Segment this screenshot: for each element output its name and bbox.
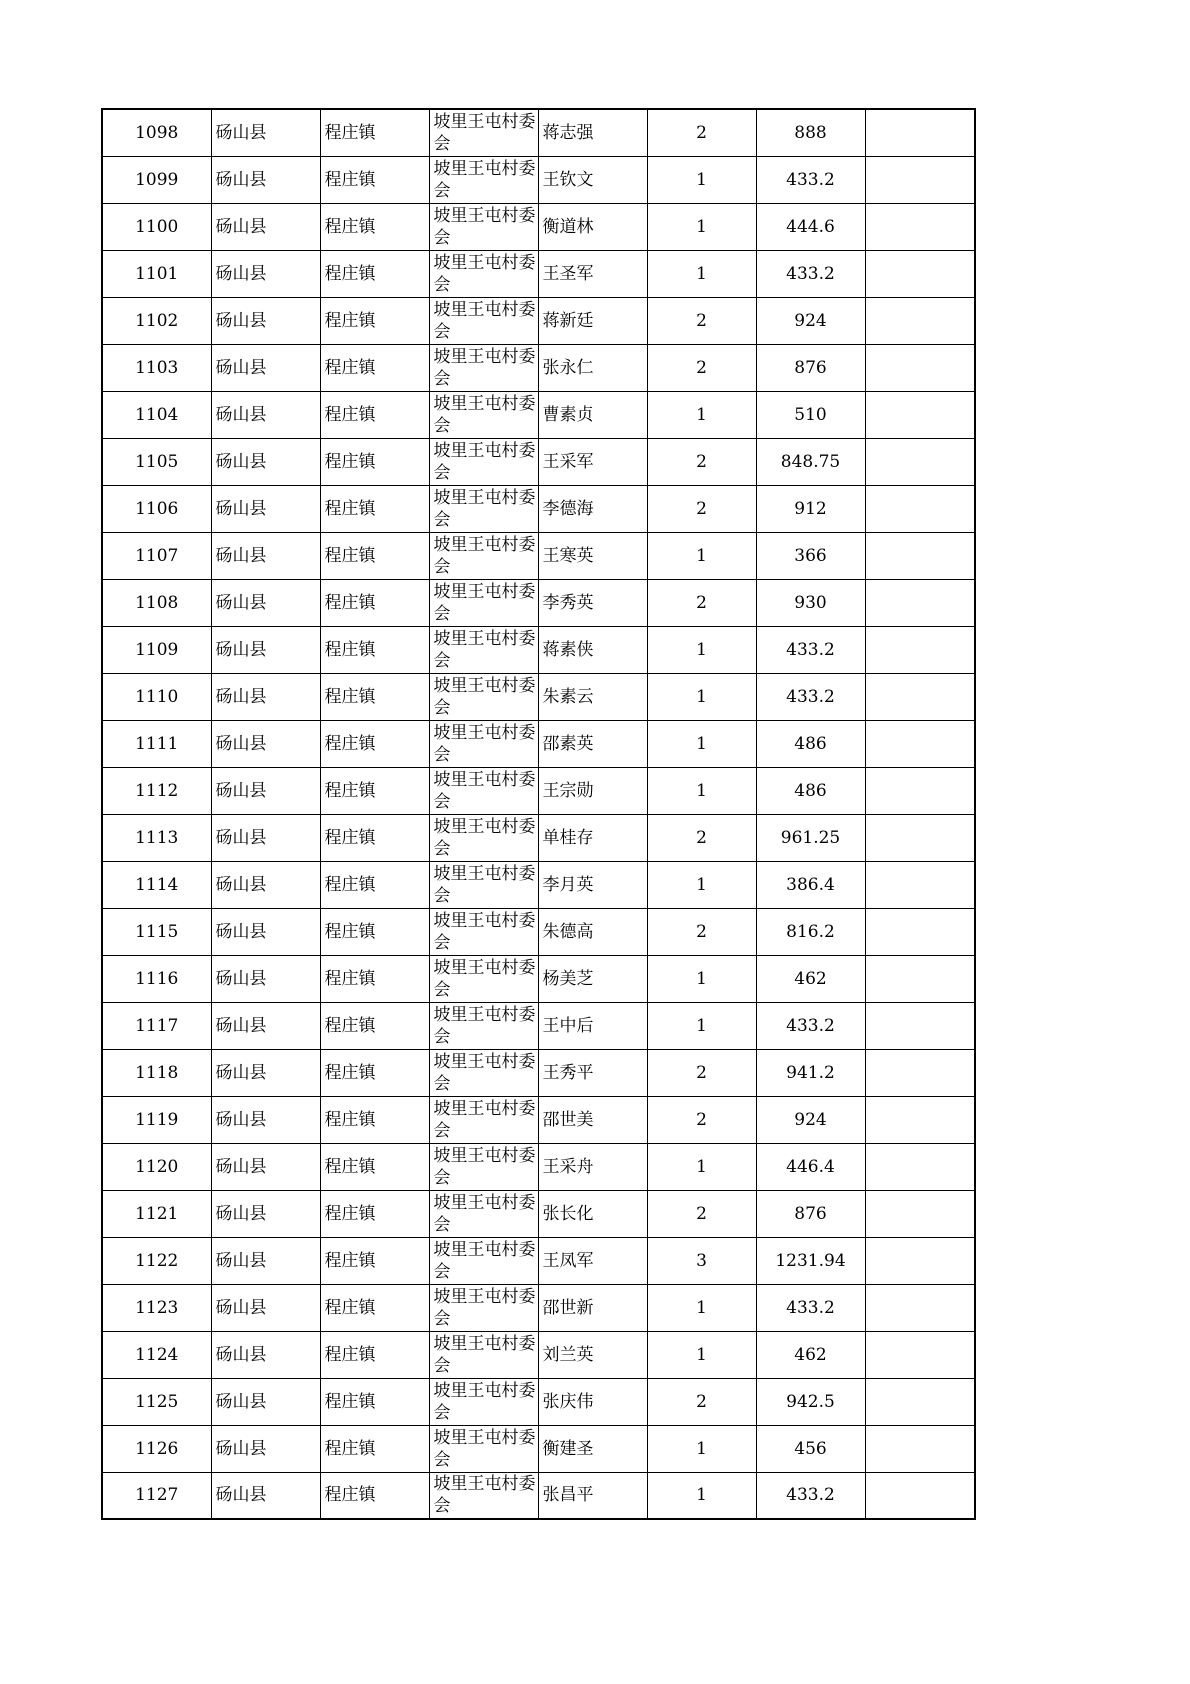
- cell-index: 1119: [102, 1096, 211, 1143]
- cell-amount: 386.4: [756, 861, 865, 908]
- cell-village: 坡里王屯村委会: [429, 1331, 538, 1378]
- cell-index: 1117: [102, 1002, 211, 1049]
- cell-county: 砀山县: [211, 203, 320, 250]
- cell-town: 程庄镇: [320, 955, 429, 1002]
- cell-index: 1105: [102, 438, 211, 485]
- cell-name: 王寒英: [538, 532, 647, 579]
- cell-count: 2: [647, 1378, 756, 1425]
- cell-county: 砀山县: [211, 250, 320, 297]
- cell-village: 坡里王屯村委会: [429, 344, 538, 391]
- cell-town: 程庄镇: [320, 438, 429, 485]
- cell-note: [865, 626, 975, 673]
- cell-county: 砀山县: [211, 814, 320, 861]
- cell-village: 坡里王屯村委会: [429, 626, 538, 673]
- table-row: [102, 391, 975, 438]
- cell-amount: 961.25: [756, 814, 865, 861]
- cell-name: 杨美芝: [538, 955, 647, 1002]
- cell-name: 李德海: [538, 485, 647, 532]
- cell-amount: 848.75: [756, 438, 865, 485]
- cell-note: [865, 438, 975, 485]
- cell-village: 坡里王屯村委会: [429, 955, 538, 1002]
- cell-name: 王采军: [538, 438, 647, 485]
- table-row: [102, 485, 975, 532]
- cell-name: 张庆伟: [538, 1378, 647, 1425]
- table-row: [102, 532, 975, 579]
- cell-note: [865, 1143, 975, 1190]
- cell-county: 砀山县: [211, 391, 320, 438]
- cell-village: 坡里王屯村委会: [429, 1049, 538, 1096]
- cell-name: 衡建圣: [538, 1425, 647, 1472]
- cell-county: 砀山县: [211, 1378, 320, 1425]
- table-row: [102, 1331, 975, 1378]
- cell-amount: 941.2: [756, 1049, 865, 1096]
- cell-name: 王宗勋: [538, 767, 647, 814]
- cell-village: 坡里王屯村委会: [429, 203, 538, 250]
- cell-county: 砀山县: [211, 1425, 320, 1472]
- cell-county: 砀山县: [211, 955, 320, 1002]
- cell-index: 1111: [102, 720, 211, 767]
- cell-index: 1113: [102, 814, 211, 861]
- cell-name: 刘兰英: [538, 1331, 647, 1378]
- cell-town: 程庄镇: [320, 1143, 429, 1190]
- cell-note: [865, 955, 975, 1002]
- table-row: [102, 1284, 975, 1331]
- cell-village: 坡里王屯村委会: [429, 156, 538, 203]
- cell-county: 砀山县: [211, 1096, 320, 1143]
- cell-count: 1: [647, 532, 756, 579]
- cell-count: 3: [647, 1237, 756, 1284]
- cell-village: 坡里王屯村委会: [429, 767, 538, 814]
- cell-amount: 433.2: [756, 1472, 865, 1519]
- cell-note: [865, 579, 975, 626]
- cell-index: 1098: [102, 109, 211, 156]
- cell-count: 1: [647, 203, 756, 250]
- cell-village: 坡里王屯村委会: [429, 297, 538, 344]
- cell-town: 程庄镇: [320, 1284, 429, 1331]
- table-row: [102, 861, 975, 908]
- cell-amount: 433.2: [756, 626, 865, 673]
- cell-town: 程庄镇: [320, 344, 429, 391]
- cell-town: 程庄镇: [320, 1237, 429, 1284]
- cell-village: 坡里王屯村委会: [429, 438, 538, 485]
- cell-county: 砀山县: [211, 1284, 320, 1331]
- cell-county: 砀山县: [211, 109, 320, 156]
- cell-town: 程庄镇: [320, 156, 429, 203]
- table-row: [102, 814, 975, 861]
- cell-count: 1: [647, 861, 756, 908]
- cell-village: 坡里王屯村委会: [429, 673, 538, 720]
- cell-index: 1109: [102, 626, 211, 673]
- cell-town: 程庄镇: [320, 1190, 429, 1237]
- cell-note: [865, 861, 975, 908]
- cell-county: 砀山县: [211, 1002, 320, 1049]
- table-row: [102, 1190, 975, 1237]
- cell-amount: 444.6: [756, 203, 865, 250]
- cell-amount: 462: [756, 955, 865, 1002]
- cell-village: 坡里王屯村委会: [429, 1378, 538, 1425]
- cell-village: 坡里王屯村委会: [429, 720, 538, 767]
- cell-village: 坡里王屯村委会: [429, 1002, 538, 1049]
- cell-index: 1103: [102, 344, 211, 391]
- cell-amount: 924: [756, 297, 865, 344]
- cell-count: 1: [647, 1472, 756, 1519]
- cell-note: [865, 532, 975, 579]
- cell-count: 2: [647, 109, 756, 156]
- cell-county: 砀山县: [211, 297, 320, 344]
- cell-name: 朱德高: [538, 908, 647, 955]
- cell-count: 1: [647, 250, 756, 297]
- cell-village: 坡里王屯村委会: [429, 1143, 538, 1190]
- table-row: [102, 156, 975, 203]
- cell-note: [865, 1331, 975, 1378]
- cell-count: 1: [647, 626, 756, 673]
- cell-village: 坡里王屯村委会: [429, 250, 538, 297]
- cell-note: [865, 1472, 975, 1519]
- cell-county: 砀山县: [211, 579, 320, 626]
- cell-count: 1: [647, 1284, 756, 1331]
- cell-note: [865, 297, 975, 344]
- cell-name: 曹素贞: [538, 391, 647, 438]
- cell-index: 1125: [102, 1378, 211, 1425]
- cell-count: 2: [647, 1049, 756, 1096]
- cell-name: 单桂存: [538, 814, 647, 861]
- cell-town: 程庄镇: [320, 673, 429, 720]
- cell-count: 2: [647, 438, 756, 485]
- cell-index: 1120: [102, 1143, 211, 1190]
- cell-amount: 816.2: [756, 908, 865, 955]
- cell-index: 1110: [102, 673, 211, 720]
- table-row: [102, 1049, 975, 1096]
- cell-count: 1: [647, 673, 756, 720]
- cell-town: 程庄镇: [320, 767, 429, 814]
- table-row: [102, 626, 975, 673]
- cell-count: 1: [647, 156, 756, 203]
- cell-village: 坡里王屯村委会: [429, 1425, 538, 1472]
- cell-town: 程庄镇: [320, 297, 429, 344]
- cell-county: 砀山县: [211, 767, 320, 814]
- cell-town: 程庄镇: [320, 626, 429, 673]
- cell-note: [865, 485, 975, 532]
- cell-village: 坡里王屯村委会: [429, 861, 538, 908]
- cell-name: 王采舟: [538, 1143, 647, 1190]
- cell-amount: 462: [756, 1331, 865, 1378]
- cell-amount: 433.2: [756, 156, 865, 203]
- cell-index: 1124: [102, 1331, 211, 1378]
- cell-name: 张永仁: [538, 344, 647, 391]
- cell-village: 坡里王屯村委会: [429, 908, 538, 955]
- cell-amount: 930: [756, 579, 865, 626]
- cell-county: 砀山县: [211, 156, 320, 203]
- cell-count: 2: [647, 344, 756, 391]
- cell-index: 1104: [102, 391, 211, 438]
- cell-name: 衡道林: [538, 203, 647, 250]
- cell-index: 1115: [102, 908, 211, 955]
- cell-note: [865, 814, 975, 861]
- cell-county: 砀山县: [211, 1049, 320, 1096]
- table-row: [102, 203, 975, 250]
- cell-index: 1123: [102, 1284, 211, 1331]
- cell-town: 程庄镇: [320, 1472, 429, 1519]
- cell-index: 1126: [102, 1425, 211, 1472]
- cell-index: 1122: [102, 1237, 211, 1284]
- cell-index: 1114: [102, 861, 211, 908]
- cell-town: 程庄镇: [320, 485, 429, 532]
- table-body: [102, 109, 975, 1519]
- cell-note: [865, 344, 975, 391]
- cell-amount: 1231.94: [756, 1237, 865, 1284]
- cell-name: 王凤军: [538, 1237, 647, 1284]
- cell-name: 张昌平: [538, 1472, 647, 1519]
- cell-name: 蒋新廷: [538, 297, 647, 344]
- cell-note: [865, 767, 975, 814]
- cell-county: 砀山县: [211, 720, 320, 767]
- cell-town: 程庄镇: [320, 814, 429, 861]
- cell-county: 砀山县: [211, 1237, 320, 1284]
- cell-name: 朱素云: [538, 673, 647, 720]
- cell-note: [865, 1378, 975, 1425]
- cell-count: 1: [647, 391, 756, 438]
- cell-note: [865, 250, 975, 297]
- cell-count: 2: [647, 297, 756, 344]
- cell-town: 程庄镇: [320, 861, 429, 908]
- cell-name: 蒋志强: [538, 109, 647, 156]
- cell-note: [865, 1284, 975, 1331]
- table-row: [102, 438, 975, 485]
- cell-county: 砀山县: [211, 1331, 320, 1378]
- cell-village: 坡里王屯村委会: [429, 1237, 538, 1284]
- cell-village: 坡里王屯村委会: [429, 579, 538, 626]
- data-table: [101, 108, 976, 1520]
- cell-amount: 912: [756, 485, 865, 532]
- cell-note: [865, 109, 975, 156]
- cell-count: 2: [647, 1096, 756, 1143]
- cell-town: 程庄镇: [320, 1002, 429, 1049]
- cell-index: 1108: [102, 579, 211, 626]
- cell-count: 1: [647, 955, 756, 1002]
- cell-name: 邵素英: [538, 720, 647, 767]
- cell-count: 1: [647, 1331, 756, 1378]
- cell-index: 1106: [102, 485, 211, 532]
- table-row: [102, 1002, 975, 1049]
- table-row: [102, 297, 975, 344]
- table-row: [102, 767, 975, 814]
- cell-count: 2: [647, 908, 756, 955]
- cell-town: 程庄镇: [320, 579, 429, 626]
- cell-note: [865, 720, 975, 767]
- table-row: [102, 908, 975, 955]
- cell-village: 坡里王屯村委会: [429, 532, 538, 579]
- cell-county: 砀山县: [211, 626, 320, 673]
- table-row: [102, 1378, 975, 1425]
- cell-name: 邵世美: [538, 1096, 647, 1143]
- cell-index: 1118: [102, 1049, 211, 1096]
- cell-index: 1107: [102, 532, 211, 579]
- cell-county: 砀山县: [211, 908, 320, 955]
- cell-village: 坡里王屯村委会: [429, 1284, 538, 1331]
- cell-village: 坡里王屯村委会: [429, 109, 538, 156]
- cell-name: 王钦文: [538, 156, 647, 203]
- cell-note: [865, 391, 975, 438]
- cell-village: 坡里王屯村委会: [429, 814, 538, 861]
- cell-town: 程庄镇: [320, 391, 429, 438]
- table-row: [102, 673, 975, 720]
- cell-count: 1: [647, 1143, 756, 1190]
- cell-village: 坡里王屯村委会: [429, 1190, 538, 1237]
- table-row: [102, 250, 975, 297]
- cell-town: 程庄镇: [320, 1049, 429, 1096]
- cell-county: 砀山县: [211, 861, 320, 908]
- cell-count: 1: [647, 767, 756, 814]
- cell-note: [865, 156, 975, 203]
- cell-note: [865, 1425, 975, 1472]
- cell-town: 程庄镇: [320, 720, 429, 767]
- cell-village: 坡里王屯村委会: [429, 485, 538, 532]
- cell-count: 1: [647, 1425, 756, 1472]
- cell-amount: 486: [756, 720, 865, 767]
- cell-name: 李秀英: [538, 579, 647, 626]
- cell-county: 砀山县: [211, 344, 320, 391]
- cell-amount: 888: [756, 109, 865, 156]
- cell-note: [865, 1190, 975, 1237]
- cell-count: 2: [647, 1190, 756, 1237]
- table-row: [102, 1096, 975, 1143]
- cell-note: [865, 908, 975, 955]
- cell-name: 张长化: [538, 1190, 647, 1237]
- cell-town: 程庄镇: [320, 1378, 429, 1425]
- cell-town: 程庄镇: [320, 1425, 429, 1472]
- cell-town: 程庄镇: [320, 250, 429, 297]
- cell-amount: 433.2: [756, 673, 865, 720]
- cell-note: [865, 203, 975, 250]
- cell-count: 1: [647, 1002, 756, 1049]
- table-row: [102, 344, 975, 391]
- cell-index: 1102: [102, 297, 211, 344]
- cell-village: 坡里王屯村委会: [429, 391, 538, 438]
- cell-name: 王中后: [538, 1002, 647, 1049]
- cell-note: [865, 1002, 975, 1049]
- table-row: [102, 579, 975, 626]
- cell-amount: 876: [756, 1190, 865, 1237]
- cell-amount: 486: [756, 767, 865, 814]
- cell-index: 1127: [102, 1472, 211, 1519]
- table-row: [102, 1237, 975, 1284]
- cell-amount: 433.2: [756, 250, 865, 297]
- cell-count: 2: [647, 485, 756, 532]
- cell-count: 2: [647, 814, 756, 861]
- cell-amount: 942.5: [756, 1378, 865, 1425]
- cell-county: 砀山县: [211, 1143, 320, 1190]
- cell-county: 砀山县: [211, 485, 320, 532]
- cell-note: [865, 1049, 975, 1096]
- cell-county: 砀山县: [211, 673, 320, 720]
- cell-index: 1099: [102, 156, 211, 203]
- cell-county: 砀山县: [211, 532, 320, 579]
- cell-count: 1: [647, 720, 756, 767]
- cell-village: 坡里王屯村委会: [429, 1096, 538, 1143]
- table-row: [102, 1143, 975, 1190]
- cell-amount: 510: [756, 391, 865, 438]
- cell-name: 李月英: [538, 861, 647, 908]
- cell-name: 蒋素侠: [538, 626, 647, 673]
- cell-note: [865, 1237, 975, 1284]
- cell-town: 程庄镇: [320, 203, 429, 250]
- cell-village: 坡里王屯村委会: [429, 1472, 538, 1519]
- cell-town: 程庄镇: [320, 109, 429, 156]
- cell-name: 王秀平: [538, 1049, 647, 1096]
- cell-amount: 876: [756, 344, 865, 391]
- cell-amount: 924: [756, 1096, 865, 1143]
- cell-town: 程庄镇: [320, 908, 429, 955]
- cell-index: 1101: [102, 250, 211, 297]
- cell-county: 砀山县: [211, 1472, 320, 1519]
- cell-note: [865, 673, 975, 720]
- cell-name: 王圣军: [538, 250, 647, 297]
- cell-index: 1100: [102, 203, 211, 250]
- cell-amount: 433.2: [756, 1002, 865, 1049]
- cell-amount: 456: [756, 1425, 865, 1472]
- cell-index: 1116: [102, 955, 211, 1002]
- cell-amount: 446.4: [756, 1143, 865, 1190]
- cell-index: 1112: [102, 767, 211, 814]
- cell-amount: 366: [756, 532, 865, 579]
- cell-town: 程庄镇: [320, 1096, 429, 1143]
- cell-index: 1121: [102, 1190, 211, 1237]
- table-row: [102, 1472, 975, 1519]
- cell-town: 程庄镇: [320, 1331, 429, 1378]
- table-row: [102, 955, 975, 1002]
- cell-county: 砀山县: [211, 438, 320, 485]
- cell-amount: 433.2: [756, 1284, 865, 1331]
- table-row: [102, 1425, 975, 1472]
- cell-town: 程庄镇: [320, 532, 429, 579]
- cell-count: 2: [647, 579, 756, 626]
- cell-name: 邵世新: [538, 1284, 647, 1331]
- table-row: [102, 720, 975, 767]
- cell-county: 砀山县: [211, 1190, 320, 1237]
- table-row: [102, 109, 975, 156]
- cell-note: [865, 1096, 975, 1143]
